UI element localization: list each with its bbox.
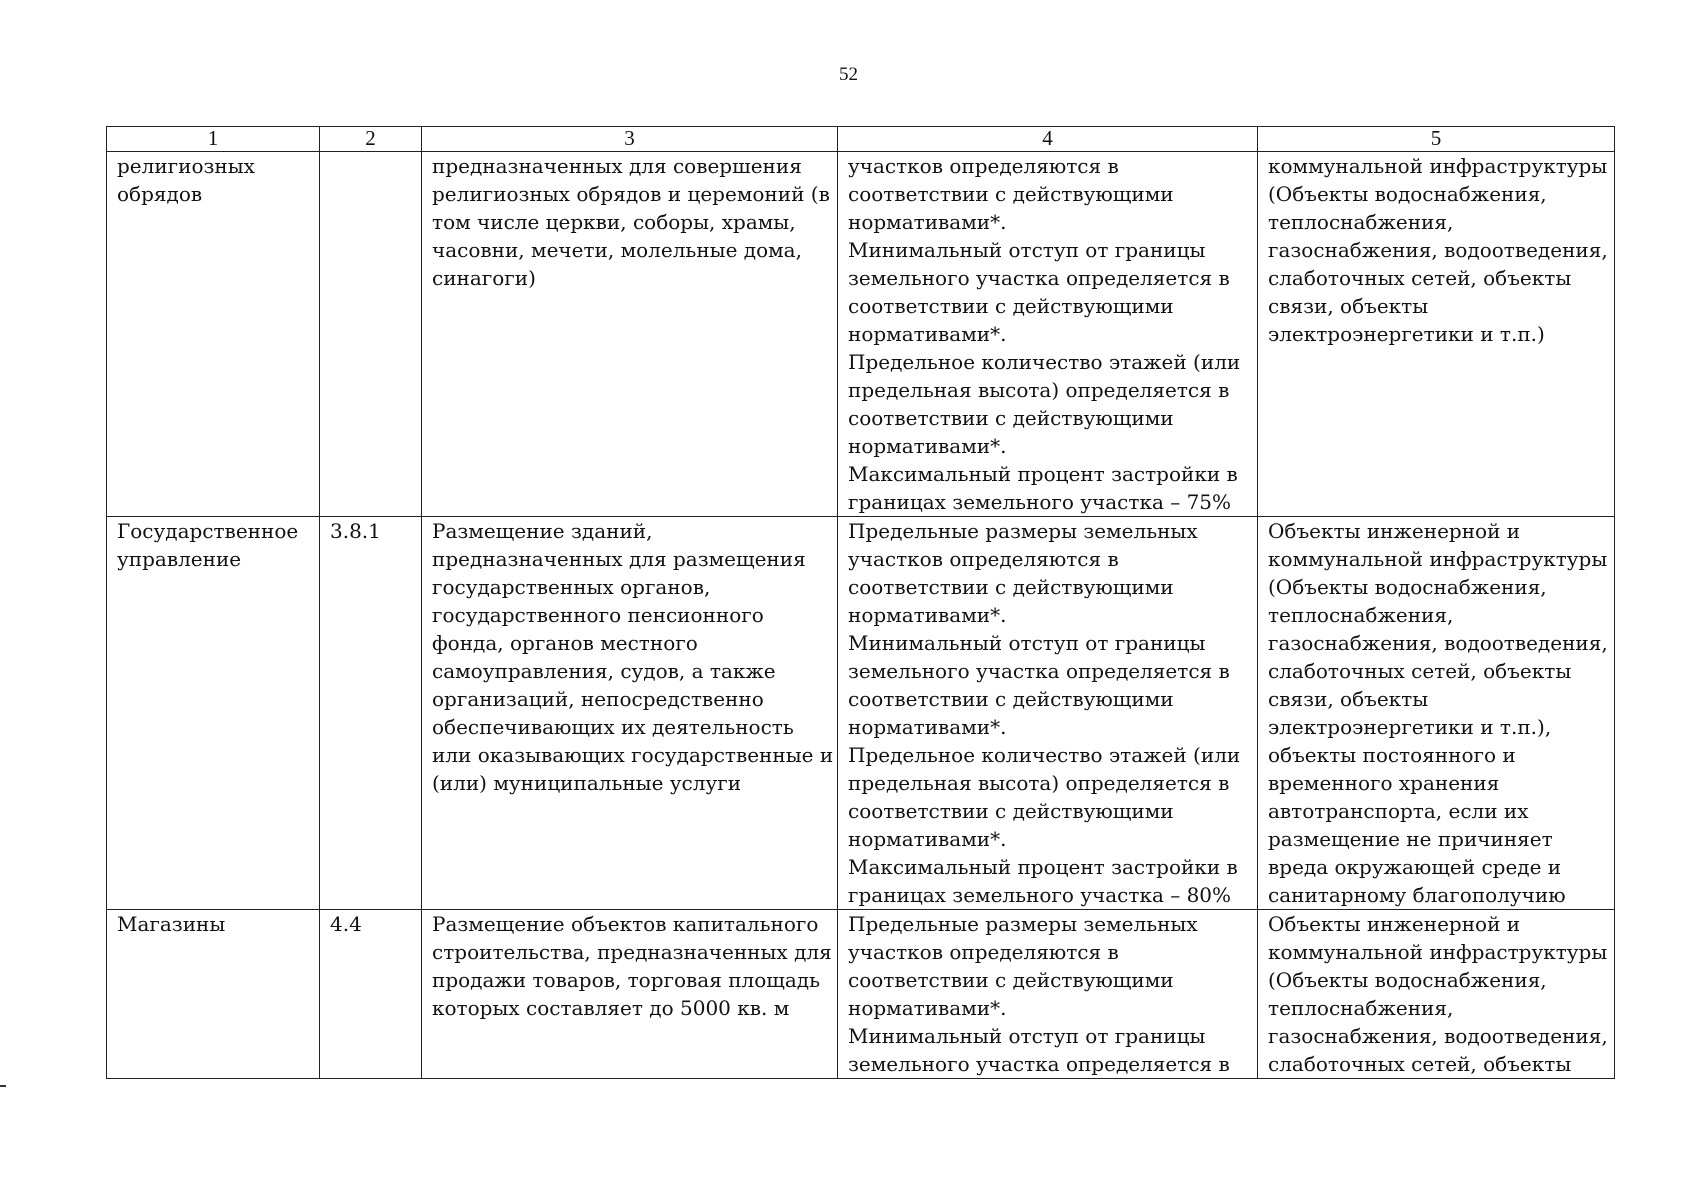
text-line: Минимальный отступ от границы — [848, 238, 1206, 262]
column-header-3: 3 — [422, 127, 838, 152]
land-use-name-cell — [107, 517, 320, 910]
text-line: государственных органов, — [432, 575, 711, 599]
text-line: Предельное количество этажей (или — [848, 350, 1241, 374]
auxiliary-uses-cell — [1258, 517, 1615, 910]
table-row — [107, 910, 1615, 1079]
text-line: нормативами*. — [848, 827, 1007, 851]
text-line: Размещение объектов капитального — [432, 912, 819, 936]
text-line: границах земельного участка – 75% — [848, 490, 1232, 514]
text-line: соответствии с действующими — [848, 799, 1174, 823]
text-line: Размещение зданий, — [432, 519, 653, 543]
text-line: (Объекты водоснабжения, — [1268, 182, 1547, 206]
text-line: 4.4 — [330, 912, 362, 936]
text-line: 3.8.1 — [330, 519, 381, 543]
text-line: предельная высота) определяется в — [848, 771, 1230, 795]
text-line: предназначенных для размещения — [432, 547, 806, 571]
text-line: участков определяются в — [848, 940, 1119, 964]
text-line: (Объекты водоснабжения, — [1268, 575, 1547, 599]
text-line: автотранспорта, если их — [1268, 799, 1529, 823]
parameters-cell — [838, 517, 1258, 910]
text-line: соответствии с действующими — [848, 575, 1174, 599]
column-header-4: 4 — [838, 127, 1258, 152]
parameters-cell — [838, 152, 1258, 517]
text-line: теплоснабжения, — [1268, 996, 1454, 1020]
text-line: газоснабжения, водоотведения, — [1268, 631, 1608, 655]
text-line: Минимальный отступ от границы — [848, 1024, 1206, 1048]
text-line: границах земельного участка – 80% — [848, 883, 1232, 907]
text-line: том числе церкви, соборы, храмы, — [432, 210, 796, 234]
text-line: предназначенных для совершения — [432, 154, 802, 178]
text-line: государственного пенсионного — [432, 603, 764, 627]
text-line: электроэнергетики и т.п.), — [1268, 715, 1552, 739]
text-line: Государственное — [117, 519, 299, 543]
text-line: нормативами*. — [848, 996, 1007, 1020]
table-row — [107, 152, 1615, 517]
text-line: коммунальной инфраструктуры — [1268, 547, 1608, 571]
text-line: земельного участка определяется в — [848, 1052, 1230, 1076]
text-line: связи, объекты — [1268, 687, 1429, 711]
text-line: обрядов — [117, 182, 203, 206]
land-use-code-cell — [320, 910, 422, 1079]
zoning-table — [106, 126, 1615, 1079]
text-line: теплоснабжения, — [1268, 603, 1454, 627]
text-line: нормативами*. — [848, 434, 1007, 458]
text-line: временного хранения — [1268, 771, 1500, 795]
text-line: Предельные размеры земельных — [848, 519, 1198, 543]
text-line: коммунальной инфраструктуры — [1268, 154, 1608, 178]
text-line: коммунальной инфраструктуры — [1268, 940, 1608, 964]
text-line: управление — [117, 547, 242, 571]
text-line: слаботочных сетей, объекты — [1268, 266, 1572, 290]
table-row — [107, 517, 1615, 910]
text-line: нормативами*. — [848, 603, 1007, 627]
text-line: соответствии с действующими — [848, 687, 1174, 711]
text-line: нормативами*. — [848, 210, 1007, 234]
column-header-1: 1 — [107, 127, 320, 152]
auxiliary-uses-cell — [1258, 910, 1615, 1079]
text-line: самоуправления, судов, а также — [432, 659, 776, 683]
text-line: Максимальный процент застройки в — [848, 462, 1238, 486]
text-line: организаций, непосредственно — [432, 687, 764, 711]
text-line: земельного участка определяется в — [848, 266, 1230, 290]
text-line: размещение не причиняет — [1268, 827, 1553, 851]
text-line: продажи товаров, торговая площадь — [432, 968, 820, 992]
text-line: слаботочных сетей, объекты — [1268, 659, 1572, 683]
text-line: соответствии с действующими — [848, 182, 1174, 206]
text-line: Максимальный процент застройки в — [848, 855, 1238, 879]
text-line: (Объекты водоснабжения, — [1268, 968, 1547, 992]
text-line: Объекты инженерной и — [1268, 519, 1521, 543]
text-line: теплоснабжения, — [1268, 210, 1454, 234]
text-line: (или) муниципальные услуги — [432, 771, 742, 795]
column-header-5: 5 — [1258, 127, 1615, 152]
land-use-name-cell — [107, 910, 320, 1079]
text-line: Предельные размеры земельных — [848, 912, 1198, 936]
text-line: газоснабжения, водоотведения, — [1268, 1024, 1608, 1048]
scan-margin-mark — [0, 1085, 6, 1087]
description-cell — [422, 517, 838, 910]
text-line: религиозных обрядов и церемоний (в — [432, 182, 830, 206]
page-number: 52 — [839, 64, 858, 85]
text-line: объекты постоянного и — [1268, 743, 1516, 767]
text-line: предельная высота) определяется в — [848, 378, 1230, 402]
parameters-cell — [838, 910, 1258, 1079]
text-line: электроэнергетики и т.п.) — [1268, 322, 1545, 346]
text-line: соответствии с действующими — [848, 406, 1174, 430]
text-line: нормативами*. — [848, 322, 1007, 346]
text-line: которых составляет до 5000 кв. м — [432, 996, 790, 1020]
text-line: участков определяются в — [848, 547, 1119, 571]
auxiliary-uses-cell — [1258, 152, 1615, 517]
table-header-row — [107, 127, 1615, 152]
land-use-code-cell — [320, 152, 422, 517]
text-line: Минимальный отступ от границы — [848, 631, 1206, 655]
text-line: слаботочных сетей, объекты — [1268, 1052, 1572, 1076]
land-use-code-cell — [320, 517, 422, 910]
text-line: соответствии с действующими — [848, 294, 1174, 318]
column-header-2: 2 — [320, 127, 422, 152]
text-line: Магазины — [117, 912, 226, 936]
text-line: или оказывающих государственные и — [432, 743, 834, 767]
text-line: строительства, предназначенных для — [432, 940, 832, 964]
text-line: земельного участка определяется в — [848, 659, 1230, 683]
text-line: связи, объекты — [1268, 294, 1429, 318]
description-cell — [422, 152, 838, 517]
text-line: вреда окружающей среде и — [1268, 855, 1562, 879]
text-line: обеспечивающих их деятельность — [432, 715, 794, 739]
text-line: синагоги) — [432, 266, 536, 290]
text-line: религиозных — [117, 154, 255, 178]
text-line: участков определяются в — [848, 154, 1119, 178]
description-cell — [422, 910, 838, 1079]
text-line: нормативами*. — [848, 715, 1007, 739]
text-line: Объекты инженерной и — [1268, 912, 1521, 936]
text-line: Предельное количество этажей (или — [848, 743, 1241, 767]
text-line: соответствии с действующими — [848, 968, 1174, 992]
text-line: фонда, органов местного — [432, 631, 698, 655]
text-line: газоснабжения, водоотведения, — [1268, 238, 1608, 262]
land-use-name-cell — [107, 152, 320, 517]
text-line: санитарному благополучию — [1268, 883, 1566, 907]
text-line: часовни, мечети, молельные дома, — [432, 238, 802, 262]
